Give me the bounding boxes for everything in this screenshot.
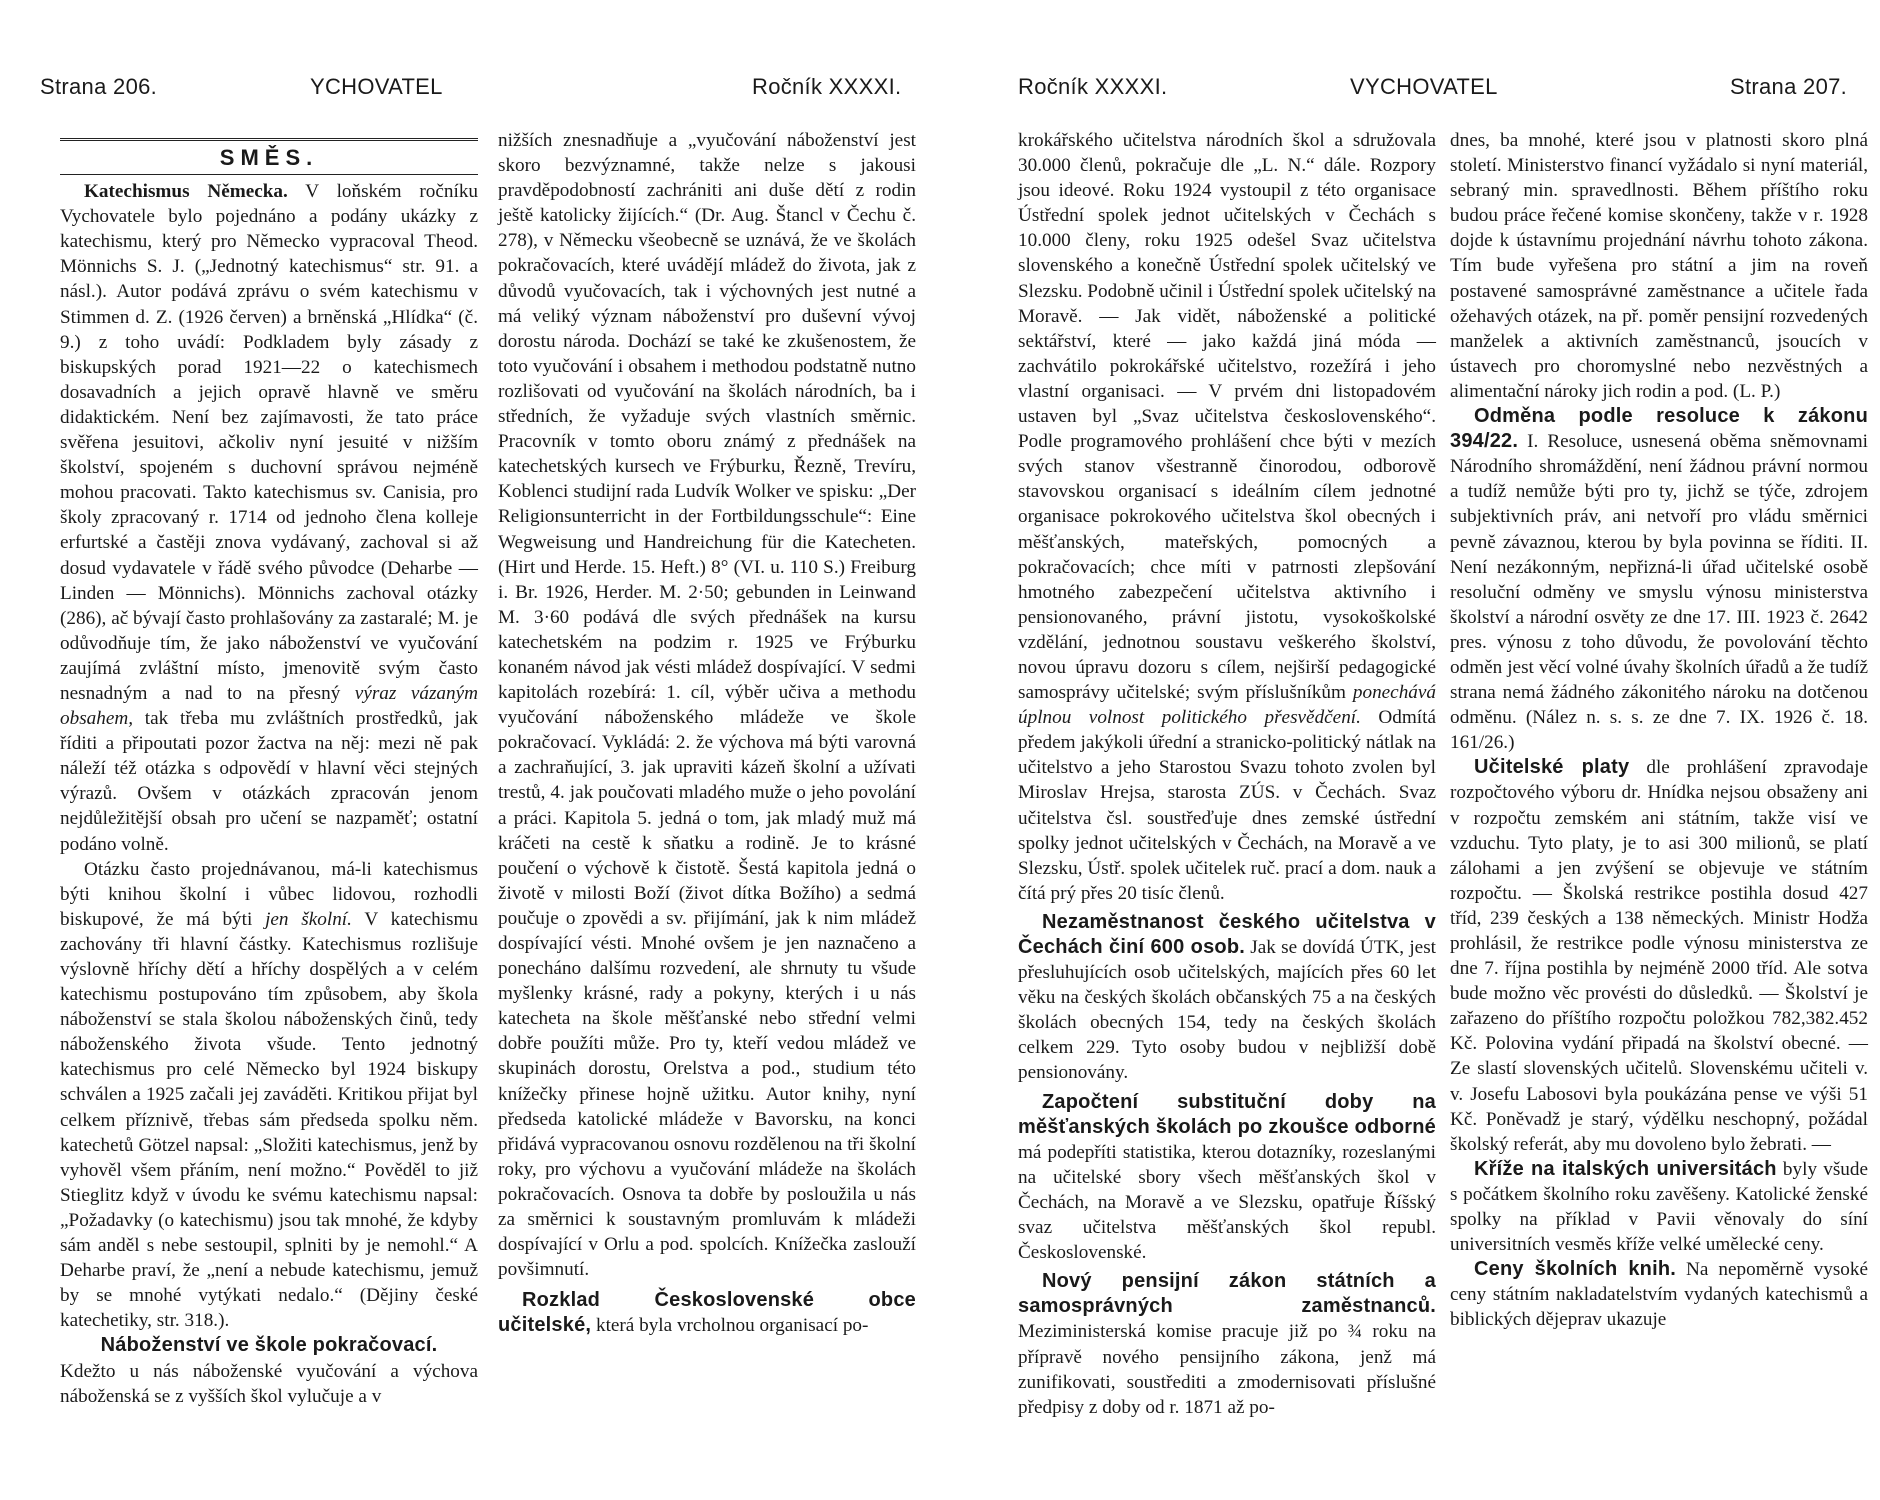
page-number-right: Strana 207.: [1730, 74, 1848, 99]
paragraph-italic: výraz vázaným obsahem,: [60, 682, 478, 730]
paragraph-lead: Započtení substituční doby na měšťanských školách po zkoušce odborné: [1018, 1090, 1436, 1138]
paragraph-italic: ponechává úplnou volnost politického přesvědčení.: [1018, 682, 1436, 729]
paragraph: dnes, ba mnohé, které jsou v platnosti skoro plná století. Ministerstvo financí vyžádalo si nyní materiál, sebraný min. spravedlnosti. Během příštího roku budou práce řečené komise skončeny, takže v r. 1928 dojde k ústavnímu projednání návrhu tohoto zákona. Tím bude vyřešena pro státní a jim na roveň postavené samosprávné zaměstnance a učitele řada ožehavých otázek, na př. poměr pensijní rozvedených manželek a aktivních zaměstnanců, jsoucích v ústavech pro choromyslné nebo nezvěstných a alimentační nároky jich rodin a pod. (L. P.): [1450, 130, 1868, 402]
paragraph-text: V loňském ročníku Vychovatele bylo pojednáno a podány ukázky z katechismu, který pro Německo vypracoval Theod. Mönnichs S. J. („Jednotný katechismus“ str. 91. a násl.). Autor podává zprávu o svém katechismu v Stimmen d. Z. (1926 červen) a brněnská „Hlídka“ (č. 9.) z toho uvádí: Podkladem byly zásady z biskupských porad 1921—22 o katechismech dosavadních a jejich opravě hlavně ve směru didaktickém. Není bez zajímavosti, že tato práce svěřena jesuitovi, ačkoliv nyní jesuité v nižším školství, spojeném s duchovní správou nejméně mohou pracovati. Takto katechismus sv. Canisia, pro školy zpracovaný r. 1714 od jednoho člena kolleje erfurtské a častěji znova vydávaný, zachoval si až dosud vydavatele v řádě svého původce (Deharbe — Linden — Mönnichs). Mönnichs zachoval otázky (286), ač bývají často prohlašovány za zastaralé; M. je odůvodňuje tím, že jako náboženství ve vyučování zaujímá zvláštní místo, jmenovitě svým často nesnadným a nad to na přesný: [60, 181, 479, 704]
paragraph-text: Na nepoměrně vysoké ceny státním nakladatelstvím vydaných katechismů a biblických dějeprav ukazuje: [1450, 1259, 1868, 1331]
paragraph: [1450, 1157, 1868, 1257]
paragraph: [1450, 755, 1868, 1157]
journal-title-left: YCHOVATEL: [310, 74, 443, 99]
paragraph: [1450, 404, 1868, 755]
right-column-1: [1018, 128, 1436, 1420]
left-column-2: [498, 128, 916, 1339]
paragraph-text: Odmítá předem jakýkoli úřední a stranicko-politický nátlak na učitelstvo a jeho Starostou Svazu tohoto zvolen byl Miroslav Hrejsa, starosta ZÚS. v Čechách. Svaz učitelstva čsl. soustřeďuje dnes zemské ústřední spolky jednot učitelských v Čechách, na Moravě a ve Slezsku, Ústř. spolek učitelek ruč. prací a dom. nauk a čítá prý přes 20 tisíc členů.: [1018, 707, 1436, 904]
paragraph-text: krokářského učitelstva národních škol a sdružovala 30.000 členů, pokračuje dle „L. N.“ dále. Rozpory jsou ideové. Roku 1924 vystoupil z této organisace Ústřední spolek jednot učitelských v Čechách s 10.000 členy, roku 1925 odešel Svaz učitelstva slovenského a konečně Ústřední spolek učitelský ve Slezsku. Podobně učinil i Ústřední spolek učitelský na Moravě. — Jak vidět, náboženské a politické sektářství, které — jako každá jiná móda — zachvátilo pokrokářské učitelstvo, rozežírá i jeho vlastní organisaci. — V prvém dni listopadovém ustaven byl „Svaz učitelstva československého“. Podle programového prohlášení chce býti v mezích svých stanov všestranně činorodou, odborově stavovskou organisací s ideálním cílem jednotné organisace pokrokového učitelstva škol obecných i měšťanských, mateřských, pomocných a pokračovacích; chce míti v patrnosti zlepšování hmotného zabezpečení učitelstva aktivního i pensionovaného, právní jistotu, vysokoškolské vzdělání, jednotnou soustavu veškerého školství, novou úpravu dozoru s cílem, nejširší pedagogické samosprávy učitelské; svým příslušníkům: [1018, 130, 1436, 704]
left-column-1: [60, 132, 478, 1409]
paragraph-text: tak třeba mu zvláštních prostředků, jak říditi a připoutati pozor žactva na něj: mezi ně pak náleží též otázka s odpovědí v hlavní věci stejných výrazů. Ovšem v otázkách zpracován jenom nejdůležitější obsah pro učení se nazpaměť; ostatní podáno volně.: [60, 708, 478, 855]
paragraph: [1450, 1257, 1868, 1332]
section-title: SMĚS.: [219, 145, 319, 170]
paragraph-lead: Nezaměstnanost českého učitelstva v Čechách činí 600 osob.: [1018, 910, 1436, 958]
paragraph-text: Otázku často projednávanou, má-li katechismus býti knihou školní i vůbec lidovou, rozhodli biskupové, že má býti: [60, 858, 478, 930]
paragraph-lead: Učitelské platy: [1474, 756, 1630, 779]
paragraph-lead: Nový pensijní zákon státních a samosprávných zaměstnanců.: [1018, 1270, 1436, 1318]
paragraph-text: dle prohlášení zpravodaje rozpočtového výboru dr. Hnídka nejsou obsaženy ani v rozpočtu zemském ani státním, takže visí ve vzduchu. Tyto platy, je to asi 300 milionů, se platí zálohami a jen zvýšení se objevuje ve státním rozpočtu. — Školská restrikce postihla dosud 427 tříd, 239 českých a 138 německých. Ministr Hodža prohlásil, že restrikce podle výnosu ministerstva ze dne 7. října postihla by nejméně 2000 tříd. Ale sotva bude možno věc provésti do důsledků. — Školství je zařazeno do příštího rozpočtu položkou 782,382.452 Kč. Polovina vydání připadá na školství obecné. — Ze slastí slovenských učitelů. Slovenskému učiteli v. v. Josefu Labosovi byla poukázána pense ve výši 51 Kč. Poněvadž je starý, výdělku neschopný, požádal školský referát, aby mu dovoleno bylo žebrati. —: [1450, 757, 1868, 1155]
paragraph-text: I. Resoluce, usnesená oběma sněmovnami Národního shromáždění, není žádnou právní normou a tudíž nemůže býti pro ty, jichž se týče, zdrojem subjektivních práv, ani netvoří pro vládu směrnici pevně závaznou, kterou by byla povinna se říditi. II. Není nezákonným, nepřizná-li úřad učitelské osobě resoluční odměny ve smyslu výnosu ministerstva školství a národní osvěty ze dne 17. III. 1923 č. 2642 pres. výnosu z toho důvodu, že povolování těchto odměn jest věcí volné úvahy školních úřadů a že tudíž strana nemá žádného zákonitého nároku na dotčenou odměnu. (Nález n. s. s. ze dne 7. IX. 1926 č. 18. 161/26.): [1450, 431, 1868, 754]
paragraph: Kdežto u nás náboženské vyučování a výchova náboženská se z vyšších škol vylučuje a v: [60, 1360, 478, 1407]
volume-left: Ročník XXXXI.: [752, 74, 902, 99]
paragraph: nižších znesnadňuje a „vyučování náboženství jest skoro bezvýznamné, takže nelze s jakousi pravděpodobností zachrániti ani duše dětí z rodin ještě katolicky žijících.“ (Dr. Aug. Štancl v Čechu č. 278), v Německu všeobecně se uznává, že ve školách pokračovacích, které uvádějí mládež do života, jak z důvodů vyučovacích, tak i výchovných jest nutné a má veliký význam náboženství pro duševní vývoj dorostu národa. Dochází se také ke zkušenostem, že toto vyučování i obsahem i methodou podstatně nutno rozlišovati od vyučování na školách národních, ba i středních, že vyžaduje svých vlastních směrnic. Pracovník v tomto oboru známý z přednášek na katechetských kursech ve Frýburku, Řezně, Trevíru, Koblenci studijní rada Ludvík Wolker ve spisku: „Der Religionsunterricht in der Fortbildungsschule“: Eine Wegweisung und Handreichung für die Katecheten. (Hirt und Herde. 15. Heft.) 8° (VI. u. 110 S.) Freiburg i. Br. 1926, Herder. M. 2·50; gebunden in Leinwand M. 3·60 podává dle svých přednášek na kursu katechetském na podzim r. 1925 ve Frýburku konaném návod jak vésti mládež dospívající. V sedmi kapitolách rozebírá: 1. cíl, výběr učiva a methodu vyučování náboženského mládeže ve škole pokračovací. Vykládá: 2. že výchova má býti varovná a zachraňující, 3. jak upraviti kázeň školní a užívati trestů, 4. jak poučovati mladého muže o jeho povolání a práci. Kapitola 5. jedná o tom, jak mladý muž má kráčeti na cestě k sňatku a rodině. Je to krásné poučení o výchově k čistotě. Šestá kapitola jedná o životě v milosti Boží (život dítka Božího) a sedmá poučuje o zpovědi a sv. přijímání, jak k nim mládež dospívající vésti. Mnohé ovšem je jen naznačeno a ponecháno dalšímu rozvedení, ale shrnuty tu všude myšlenky krásné, rady a pokyny, kterých i u nás katecheta na škole měšťanské nebo střední velmi dobře použíti může. Pro ty, kteří vedou mládež ve skupinách dorostu, Orelstva a pod., studium této knížečky přinese hojně užitku. Autor knihy, nyní předseda katolické mládeže v Bavorsku, na konci přidává vypracovanou osnovu rozdělenou na tři školní roky, pro výchovu a vyučování mládeže na školách pokračovacích. Osnova ta dobře by posloužila u nás za směrnici k soustavným promluvám k mládeži dospívající v Orlu a pod. spolcích. Knížečka zaslouží povšimnutí.: [498, 130, 916, 1281]
paragraph-text: Meziministerská komise pracuje již po ¾ roku na přípravě nového pensijního zákona, jenž má zunifikovati, soustřediti a zmodernisovati příslušné předpisy z doby od r. 1871 až po-: [1018, 1321, 1436, 1418]
paragraph: [60, 857, 478, 1334]
paragraph-text: byly všude s počátkem školního roku zavěšeny. Katolické ženské spolky na příklad v Pavii věnovaly do síní universitních vesměs kříže velké umělecké ceny.: [1450, 1158, 1868, 1256]
paragraph-lead: Rozklad Československé obce učitelské,: [498, 1289, 916, 1337]
paragraph-lead: Odměna podle resoluce k zákonu 394/22.: [1450, 405, 1868, 453]
paragraph-lead: Ceny školních knih.: [1474, 1258, 1677, 1281]
paragraph-lead: Kříže na italských universitách: [1474, 1157, 1777, 1180]
paragraph: [1018, 910, 1436, 1086]
paragraph-text: která byla vrcholnou organisací po-: [591, 1315, 869, 1337]
paragraph: [1018, 128, 1436, 906]
section-heading: Náboženství ve škole pokračovací.: [100, 1334, 438, 1357]
paragraph-text: V katechismu zachovány tři hlavní částky. Katechismus rozlišuje výslovně hříchy dětí a hříchy dospělých a v celém katechismu postupováno tím způsobem, aby škola náboženství se stala školou náboženských činů, tedy náboženského života všude. Tento jednotný katechismus pro celé Německo byl 1924 biskupy schválen a 1925 začali jej zaváděti. Kritikou přijat byl celkem příznivě, třebas sám předseda spolku něm. katechetů Götzel napsal: „Složiti katechismus, jenž by vyhověl všem přáním, není možno.“ Pověděl to již Stieglitz když v úvodu ke svému katechismu napsal: „Požadavky (o katechismu) jsou tak mnohé, že kdyby sám anděl s nebe sestoupil, splniti by je nemohl.“ A Deharbe praví, že „není a nebude katechismu, jemuž by se mnohé vytýkati nedalo.“ (Dějiny české katechetiky, str. 318.).: [60, 908, 479, 1332]
right-column-2: [1450, 128, 1868, 1333]
paragraph-text: Jak se dovídá ÚTK, jest přesluhujících osob učitelských, majících přes 60 let věku na českých školách občanských 75 a na českých školách obecných 154, tedy na českých školách celkem 229. Tyto osoby budou v nejbližší době pensionovány.: [1018, 937, 1436, 1084]
section-title-box: [60, 138, 478, 175]
paragraph: [498, 1288, 916, 1338]
right-page: [940, 0, 1880, 1500]
paragraph: [60, 179, 478, 857]
paragraph: [1018, 1269, 1436, 1420]
page-number-left: Strana 206.: [40, 74, 158, 99]
volume-right: Ročník XXXXI.: [1018, 74, 1168, 99]
paragraph-lead: Katechismus Německa.: [84, 181, 288, 203]
paragraph: [1018, 1090, 1436, 1266]
paragraph-italic: jen školní.: [265, 908, 352, 930]
journal-title-right: VYCHOVATEL: [1350, 74, 1498, 99]
paragraph-text: má podepříti statistika, kterou dotazníky, rozeslanými na učitelské sbory všech měšťanských škol v Čechách, na Moravě a ve Slezsku, opatřuje Říšský svaz učitelstva měšťanských škol republ. Československé.: [1018, 1141, 1436, 1264]
